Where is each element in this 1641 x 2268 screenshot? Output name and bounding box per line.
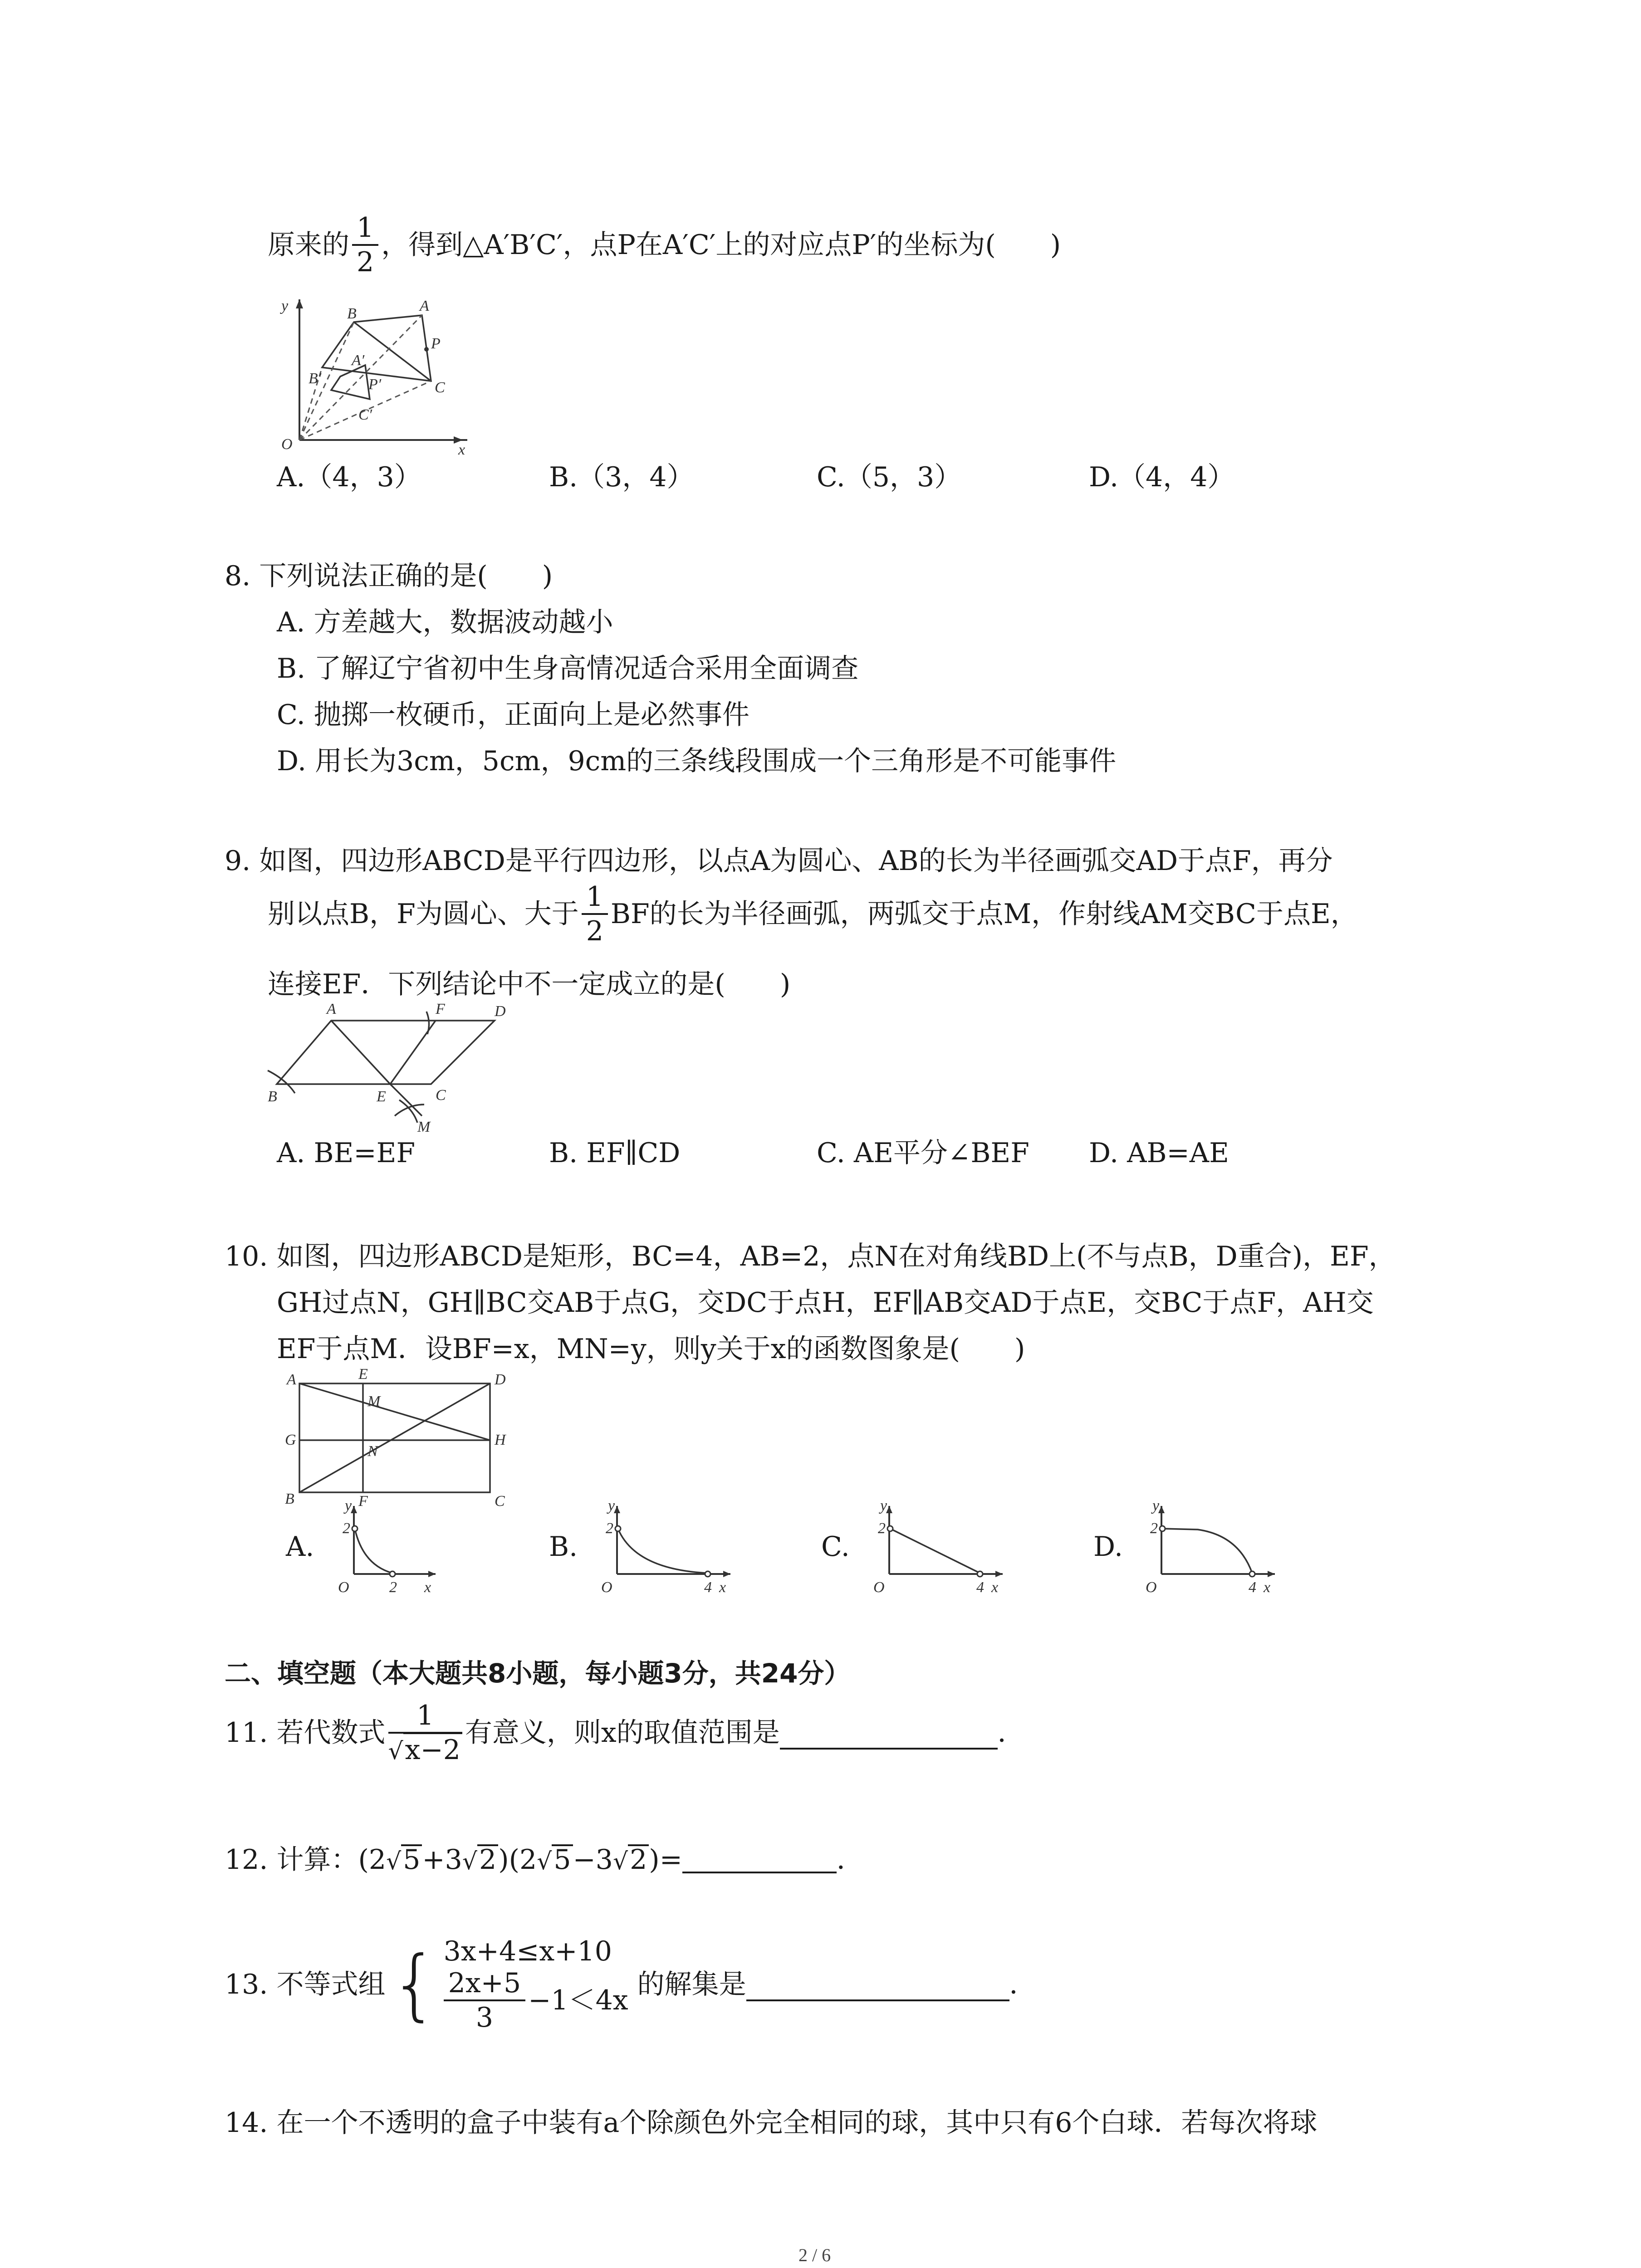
q9-fig-d: D <box>495 1003 506 1020</box>
q7-option-b[interactable]: B.（3，4） <box>549 461 694 493</box>
q10-opt-d-o: O <box>1146 1579 1157 1596</box>
q9-fig-f: F <box>436 1001 445 1017</box>
q7-fig-b1: B′ <box>309 370 322 387</box>
q11-answer-blank[interactable] <box>780 1716 998 1750</box>
q13-suffix: 的解集是 <box>637 1969 746 2000</box>
q10-fig-c: C <box>495 1493 505 1510</box>
q10-figure <box>277 1366 513 1510</box>
q7-fig-p1: P′ <box>368 376 382 393</box>
q9-fig-m: M <box>417 1119 431 1135</box>
q10-opt-c-o: O <box>873 1579 885 1596</box>
q13-answer-blank[interactable] <box>746 1968 1009 2001</box>
q10-option-a[interactable] <box>286 1497 467 1597</box>
q7-fig-c1: C′ <box>358 406 372 423</box>
q13-line <box>225 1937 1037 2032</box>
q10-fig-e: E <box>358 1366 368 1383</box>
q13-prefix: 13. 不等式组 <box>225 1969 386 2000</box>
q10-option-c[interactable] <box>821 1497 1025 1597</box>
q9-fig-b: B <box>268 1088 277 1105</box>
q12-part-2: +3 <box>422 1844 462 1876</box>
q10-fig-n: N <box>367 1443 378 1460</box>
q12-part-3: )(2 <box>498 1844 537 1876</box>
q10-opt-a-o: O <box>338 1579 349 1596</box>
q10-opt-c-x: x <box>991 1579 999 1596</box>
q7-fraction: $\frac{1}{2}$ <box>352 214 378 276</box>
q10-opt-d-xtick: 4 <box>1249 1579 1256 1596</box>
q10-opt-a-y: y <box>345 1497 352 1514</box>
q10-line-1: 10. 如图，四边形ABCD是矩形，BC=4，AB=2，点N在对角线BD上(不与点B，D重合)，EF， <box>225 1241 1396 1272</box>
q12-part-4: −3 <box>573 1844 613 1876</box>
q7-prefix: 原来的 <box>268 229 349 261</box>
q10-fig-d: D <box>495 1371 506 1388</box>
q10-fig-h: H <box>495 1432 506 1448</box>
q9-line-1: 9. 如图，四边形ABCD是平行四边形，以点A为圆心、AB的长为半径画弧交AD于点F，再分 <box>225 845 1333 877</box>
q9-line-3: 连接EF．下列结论中不一定成立的是( ) <box>268 968 791 1000</box>
q11-fraction: $\frac{1}{√x-2}$ <box>388 1702 462 1764</box>
q12-line <box>225 1837 864 1876</box>
q9-fraction: $\frac{1}{2}$ <box>582 883 608 945</box>
q10-fig-g: G <box>285 1432 296 1448</box>
q7-figure <box>268 290 476 458</box>
q12-root-2-sign: √ <box>462 1848 477 1875</box>
q12-root-3: 5 <box>552 1844 573 1873</box>
q10-option-c-graph <box>867 1497 1025 1597</box>
q11-line <box>225 1699 1025 1767</box>
q12-root-3-sign: √ <box>537 1848 552 1875</box>
q8-option-c[interactable]: C. 抛掷一枚硬币，正面向上是必然事件 <box>277 699 749 731</box>
q7-option-c[interactable]: C.（5，3） <box>817 461 962 493</box>
q10-option-b[interactable] <box>549 1497 753 1597</box>
q9-fig-c: C <box>436 1087 446 1104</box>
q7-suffix: ，得到△A′B′C′，点P在A′C′上的对应点P′的坐标为( ) <box>381 229 1061 261</box>
q9-option-b[interactable]: B. EF∥CD <box>549 1137 681 1169</box>
q10-opt-d-x: x <box>1264 1579 1271 1596</box>
q8-stem: 8. 下列说法正确的是( ) <box>225 560 553 592</box>
q7-option-a[interactable]: A.（4，3） <box>277 461 421 493</box>
q9-figure <box>268 1002 540 1134</box>
q12-part-5: )= <box>649 1844 682 1876</box>
q12-root-1-sign: √ <box>386 1848 402 1875</box>
q10-opt-b-ytick: 2 <box>606 1520 613 1537</box>
q10-fig-b: B <box>285 1491 294 1507</box>
q10-option-c-label: C. <box>821 1531 850 1563</box>
q9-option-c[interactable]: C. AE平分∠BEF <box>817 1137 1029 1169</box>
q10-line-3: EF于点M．设BF=x，MN=y，则y关于x的函数图象是( ) <box>277 1333 1025 1365</box>
q10-opt-b-o: O <box>601 1579 612 1596</box>
q13-brace: { <box>390 1940 439 2029</box>
q7-option-d[interactable]: D.（4，4） <box>1089 461 1235 493</box>
q11-suffix: 有意义，则x的取值范围是 <box>465 1717 780 1749</box>
q7-fig-p: P <box>431 335 441 352</box>
q10-option-d[interactable] <box>1093 1497 1298 1597</box>
q12-part-1: 12. 计算：(2 <box>225 1844 387 1876</box>
q10-option-a-label: A. <box>286 1531 314 1563</box>
q10-line-2: GH过点N，GH∥BC交AB于点G，交DC于点H，EF∥AB交AD于点E，交BC于点F，AH交 <box>277 1287 1374 1319</box>
q11-end: ． <box>997 1717 1025 1749</box>
q7-stem-line <box>268 212 1061 278</box>
q9-option-d[interactable]: D. AB=AE <box>1089 1137 1229 1169</box>
q10-opt-b-xtick: 4 <box>704 1579 712 1596</box>
q10-option-d-graph <box>1139 1497 1298 1597</box>
section-2-heading: 二、填空题（本大题共8小题，每小题3分，共24分） <box>225 1658 851 1689</box>
q8-option-a[interactable]: A. 方差越大，数据波动越小 <box>277 606 613 638</box>
q10-opt-c-ytick: 2 <box>878 1520 886 1537</box>
q10-opt-a-xtick: 2 <box>389 1579 397 1596</box>
q10-fig-f: F <box>358 1493 368 1510</box>
q11-radicand: x−2 <box>403 1732 462 1766</box>
q10-opt-b-x: x <box>719 1579 726 1596</box>
q10-option-b-label: B. <box>549 1531 578 1563</box>
q13-system <box>444 1938 628 2031</box>
page-number: 2 / 6 <box>798 2245 831 2265</box>
q13-row-1: 3x+4≤x+10 <box>443 1936 612 1967</box>
q7-fig-a1: A′ <box>352 352 365 369</box>
q7-fig-x: x <box>458 441 465 458</box>
q10-opt-b-y: y <box>608 1497 615 1514</box>
q9-line-2-suffix: BF的长为半径画弧，两弧交于点M，作射线AM交BC于点E， <box>610 898 1358 930</box>
q13-row-2 <box>444 1967 628 2033</box>
q10-option-d-label: D. <box>1093 1531 1123 1563</box>
q10-opt-c-xtick: 4 <box>976 1579 984 1596</box>
q12-root-4-sign: √ <box>612 1848 628 1875</box>
q10-opt-d-y: y <box>1152 1497 1160 1514</box>
q9-line-2 <box>268 881 1358 947</box>
q10-opt-a-x: x <box>424 1579 431 1596</box>
q10-option-b-graph <box>594 1497 753 1597</box>
q11-prefix: 11. 若代数式 <box>225 1717 386 1749</box>
q9-fig-e: E <box>377 1088 386 1105</box>
q8-option-b[interactable]: B. 了解辽宁省初中生身高情况适合采用全面调查 <box>277 653 859 684</box>
q12-root-1: 5 <box>401 1844 422 1873</box>
q14-line-1: 14. 在一个不透明的盒子中装有a个除颜色外完全相同的球，其中只有6个白球．若每次将球 <box>225 2107 1318 2139</box>
q10-fig-a: A <box>287 1371 296 1388</box>
q7-fig-b: B <box>347 305 357 322</box>
q8-option-d[interactable]: D. 用长为3cm，5cm，9cm的三条线段围成一个三角形是不可能事件 <box>277 745 1117 777</box>
q12-end: ． <box>836 1844 864 1876</box>
q12-root-2: 2 <box>477 1844 498 1873</box>
q9-line-2-prefix: 别以点B，F为圆心、大于 <box>268 898 579 930</box>
q7-fig-o: O <box>281 436 293 453</box>
q10-opt-c-y: y <box>880 1497 887 1514</box>
q10-opt-a-ytick: 2 <box>343 1520 350 1537</box>
q7-fig-c: C <box>435 379 445 396</box>
q7-fig-a: A <box>420 298 429 314</box>
q10-fig-m: M <box>367 1393 381 1410</box>
q7-fig-y: y <box>281 298 289 314</box>
q9-option-a[interactable]: A. BE=EF <box>277 1137 416 1169</box>
q12-answer-blank[interactable] <box>682 1840 837 1873</box>
q12-root-4: 2 <box>628 1844 649 1873</box>
q13-end: ． <box>1009 1969 1037 2000</box>
q9-fig-a: A <box>327 1001 336 1017</box>
q10-option-a-graph <box>331 1497 467 1597</box>
q13-fraction: $\frac{2x+5}{3}$ <box>444 1970 525 2031</box>
q10-opt-d-ytick: 2 <box>1150 1520 1158 1537</box>
q13-row-2-suffix: −1＜4x <box>528 1984 628 2016</box>
